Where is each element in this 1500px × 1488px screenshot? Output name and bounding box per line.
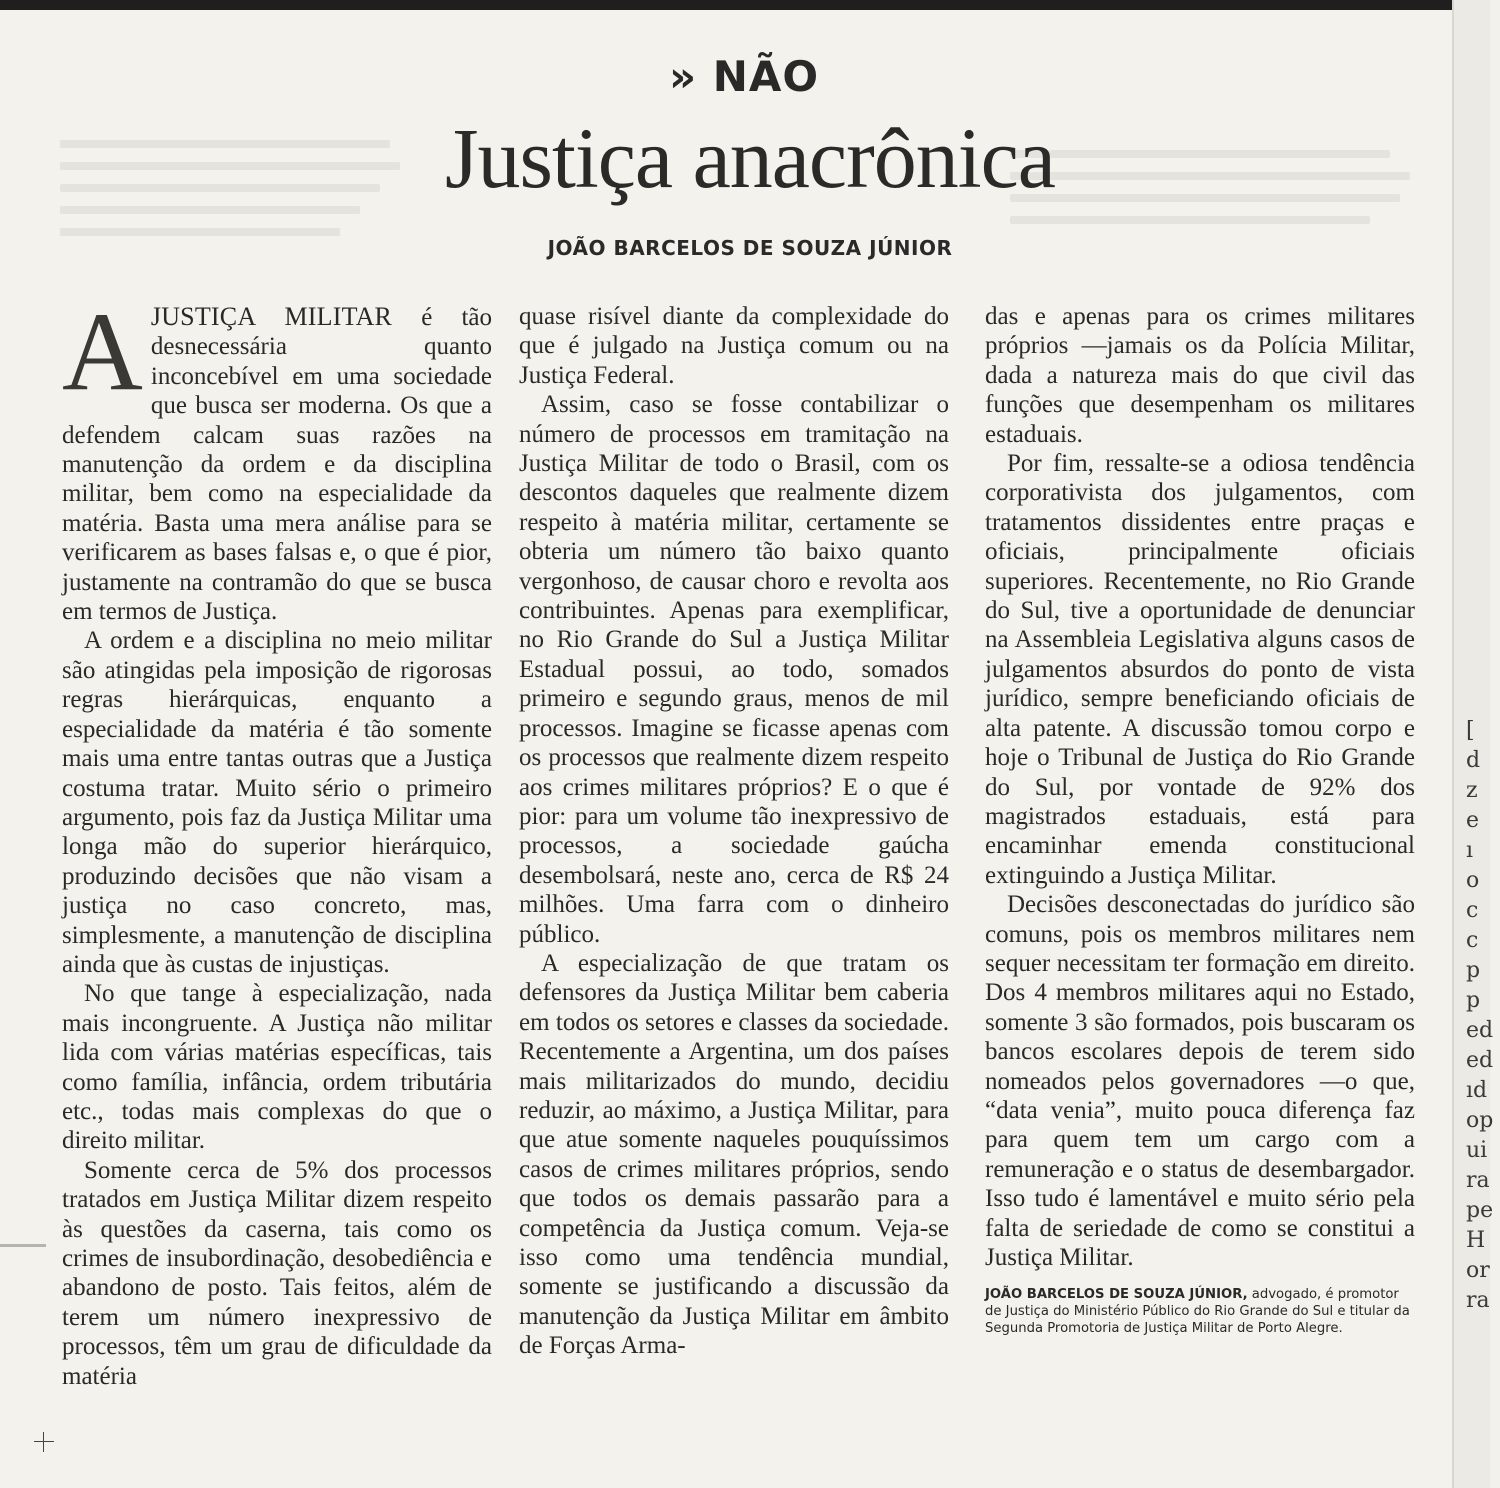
article-column-1 bbox=[62, 290, 493, 1391]
adjacent-column-edge bbox=[1452, 0, 1494, 1488]
adjacent-column-fragment: p bbox=[1466, 958, 1481, 983]
adjacent-column-fragment: ed bbox=[1466, 1048, 1494, 1073]
top-dark-strip bbox=[0, 0, 1488, 10]
paragraph: No que tange à especialização, nada mais incongruente. A Justiça não militar lida com várias matérias específicas, tais como família, infância, ordem tributária etc., todas mais complexas do que o direito militar. bbox=[62, 980, 492, 1155]
paragraph: Decisões desconectadas do jurídico são comuns, pois os membros militares nem sequer necessitam ter formação em direito. Dos 4 membros militares aqui no Estado, somente 3 são formados, pois buscaram os bancos escolares depois de terem sido nomeados pelos governadores —o que, “data venia”, muito pouca diferença faz para quem tem um cargo com a remuneração e o status de desembargador. Isso tudo é lamentável e muito sério pela falta de seriedade de como se constitui a Justiça Militar. bbox=[985, 891, 1415, 1271]
adjacent-column-fragment: c bbox=[1466, 928, 1479, 953]
adjacent-column-fragment: p bbox=[1466, 988, 1481, 1013]
adjacent-column-fragment: op bbox=[1466, 1108, 1494, 1133]
paragraph-lead bbox=[62, 290, 493, 626]
author-bio-text: advogado, é promotor de Justiça do Ministério Público do Rio Grande do Sul e titular da Segunda Promotoria de Justiça Militar de Porto Alegre. bbox=[985, 1287, 1410, 1337]
paragraph: Somente cerca de 5% dos processos tratados em Justiça Militar dizem respeito às questões da caserna, tais como os crimes de insubordinação, desobediência e abandono de posto. Tais feitos, além de terem um número inexpressivo de processos, têm um grau de dificuldade da matéria bbox=[62, 1156, 492, 1390]
adjacent-column-fragment: [ bbox=[1466, 718, 1475, 743]
article-column-2 bbox=[519, 302, 949, 1361]
registration-crosshair-icon bbox=[34, 1432, 54, 1452]
paragraph: Por fim, ressalte-se a odiosa tendência corporativista dos julgamentos, com tratamentos dissidentes entre praças e oficiais, principalmente oficiais superiores. Recentemente, no Rio Grande do Sul, tive a oportunidade de denunciar na Assembleia Legislativa alguns casos de julgamentos absurdos do ponto de vista jurídico, sempre beneficiando oficiais de alta patente. A discussão tomou corpo e hoje o Tribunal de Justiça do Rio Grande do Sul, por vontade de 92% dos magistrados estaduais, está para encaminhar emenda constitucional extinguindo a Justiça Militar. bbox=[985, 450, 1415, 889]
adjacent-column-fragment: d bbox=[1466, 748, 1481, 773]
section-kicker: » NÃO bbox=[668, 52, 820, 101]
adjacent-column-fragment: ı bbox=[1466, 838, 1474, 863]
lead-smallcaps: JUSTIÇA MILITAR bbox=[150, 302, 393, 331]
adjacent-column-fragment: H bbox=[1466, 1228, 1486, 1253]
adjacent-column-fragment: ıd bbox=[1466, 1078, 1488, 1103]
paragraph: das e apenas para os crimes militares próprios —jamais os da Polícia Militar, dada a natureza mais do que civil das funções que desempenham os militares estaduais. bbox=[985, 303, 1415, 448]
adjacent-column-fragment: o bbox=[1466, 868, 1480, 893]
adjacent-column-fragment: ui bbox=[1466, 1138, 1488, 1163]
adjacent-column-fragment: ed bbox=[1466, 1018, 1494, 1043]
adjacent-column-fragment: or bbox=[1466, 1258, 1490, 1283]
paragraph: A especialização de que tratam os defensores da Justiça Militar bem caberia em todos os setores e classes da sociedade. Recentemente a Argentina, um dos países mais militarizados do mundo, decidiu reduzir, ao máximo, a Justiça Militar, para que atue somente naqueles pouquíssimos casos de crimes militares próprios, sendo que todos os demais passarão para a competência da Justiça comum. Veja-se isso como uma tendência mundial, somente se justificando a discussão da manutenção da Justiça Militar em âmbito de Forças Arma- bbox=[519, 949, 949, 1360]
paragraph: quase risível diante da complexidade do que é julgado na Justiça comum ou na Justiça Federal. bbox=[519, 303, 949, 389]
author-bio bbox=[985, 1286, 1415, 1337]
paragraph: Assim, caso se fosse contabilizar o número de processos em tramitação na Justiça Militar de todo o Brasil, com os descontos daqueles que realmente dizem respeito à matéria militar, certamente se obteria um número tão baixo quanto vergonhoso, de causar choro e revolta aos contribuintes. Apenas para exemplificar, no Rio Grande do Sul a Justiça Militar Estadual possui, ao todo, somados primeiro e segundo graus, menos de mil processos. Imagine se ficasse apenas com os processos que realmente dizem respeito aos crimes militares próprios? E o que é pior: para um volume tão inexpressivo de processos, a sociedade gaúcha desembolsará, neste ano, cerca de R$ 24 milhões. Uma farra com o dinheiro público. bbox=[519, 391, 949, 948]
adjacent-column-fragment: ra bbox=[1466, 1288, 1490, 1313]
adjacent-column-fragment: e bbox=[1466, 808, 1480, 833]
author-bio-name: JOÃO BARCELOS DE SOUZA JÚNIOR, bbox=[985, 1287, 1248, 1303]
article-column-3 bbox=[985, 302, 1415, 1337]
adjacent-column-fragment: pe bbox=[1466, 1198, 1494, 1223]
lead-text: é tão desnecessária quanto inconcebível em uma sociedade que busca ser moderna. Os que a defendem calcam suas razões na manutenção da ordem e da disciplina militar, bem como na especialidade da matéria. Basta uma mera análise para se verificarem as bases falsas e, o que é pior, justamente na contramão do que se busca em termos de Justiça. bbox=[62, 304, 493, 626]
article-headline: Justiça anacrônica bbox=[445, 110, 1055, 206]
margin-dash bbox=[0, 1244, 46, 1247]
adjacent-column-fragment: ra bbox=[1466, 1168, 1490, 1193]
drop-cap: A bbox=[62, 290, 143, 414]
paragraph: A ordem e a disciplina no meio militar são atingidas pela imposição de rigorosas regras hierárquicas, enquanto a especialidade da matéria é tão somente mais uma entre tantas outras que a Justiça costuma tratar. Muito sério o primeiro argumento, pois faz da Justiça Militar uma longa mão do superior hierárquico, produzindo decisões que não visam a justiça no caso concreto, mas, simplesmente, a manutenção de disciplina ainda que às custas de injustiças. bbox=[62, 627, 492, 978]
article-byline: JOÃO BARCELOS DE SOUZA JÚNIOR bbox=[547, 236, 953, 260]
adjacent-column-fragment: c bbox=[1466, 898, 1479, 923]
adjacent-column-fragment: z bbox=[1466, 778, 1478, 803]
